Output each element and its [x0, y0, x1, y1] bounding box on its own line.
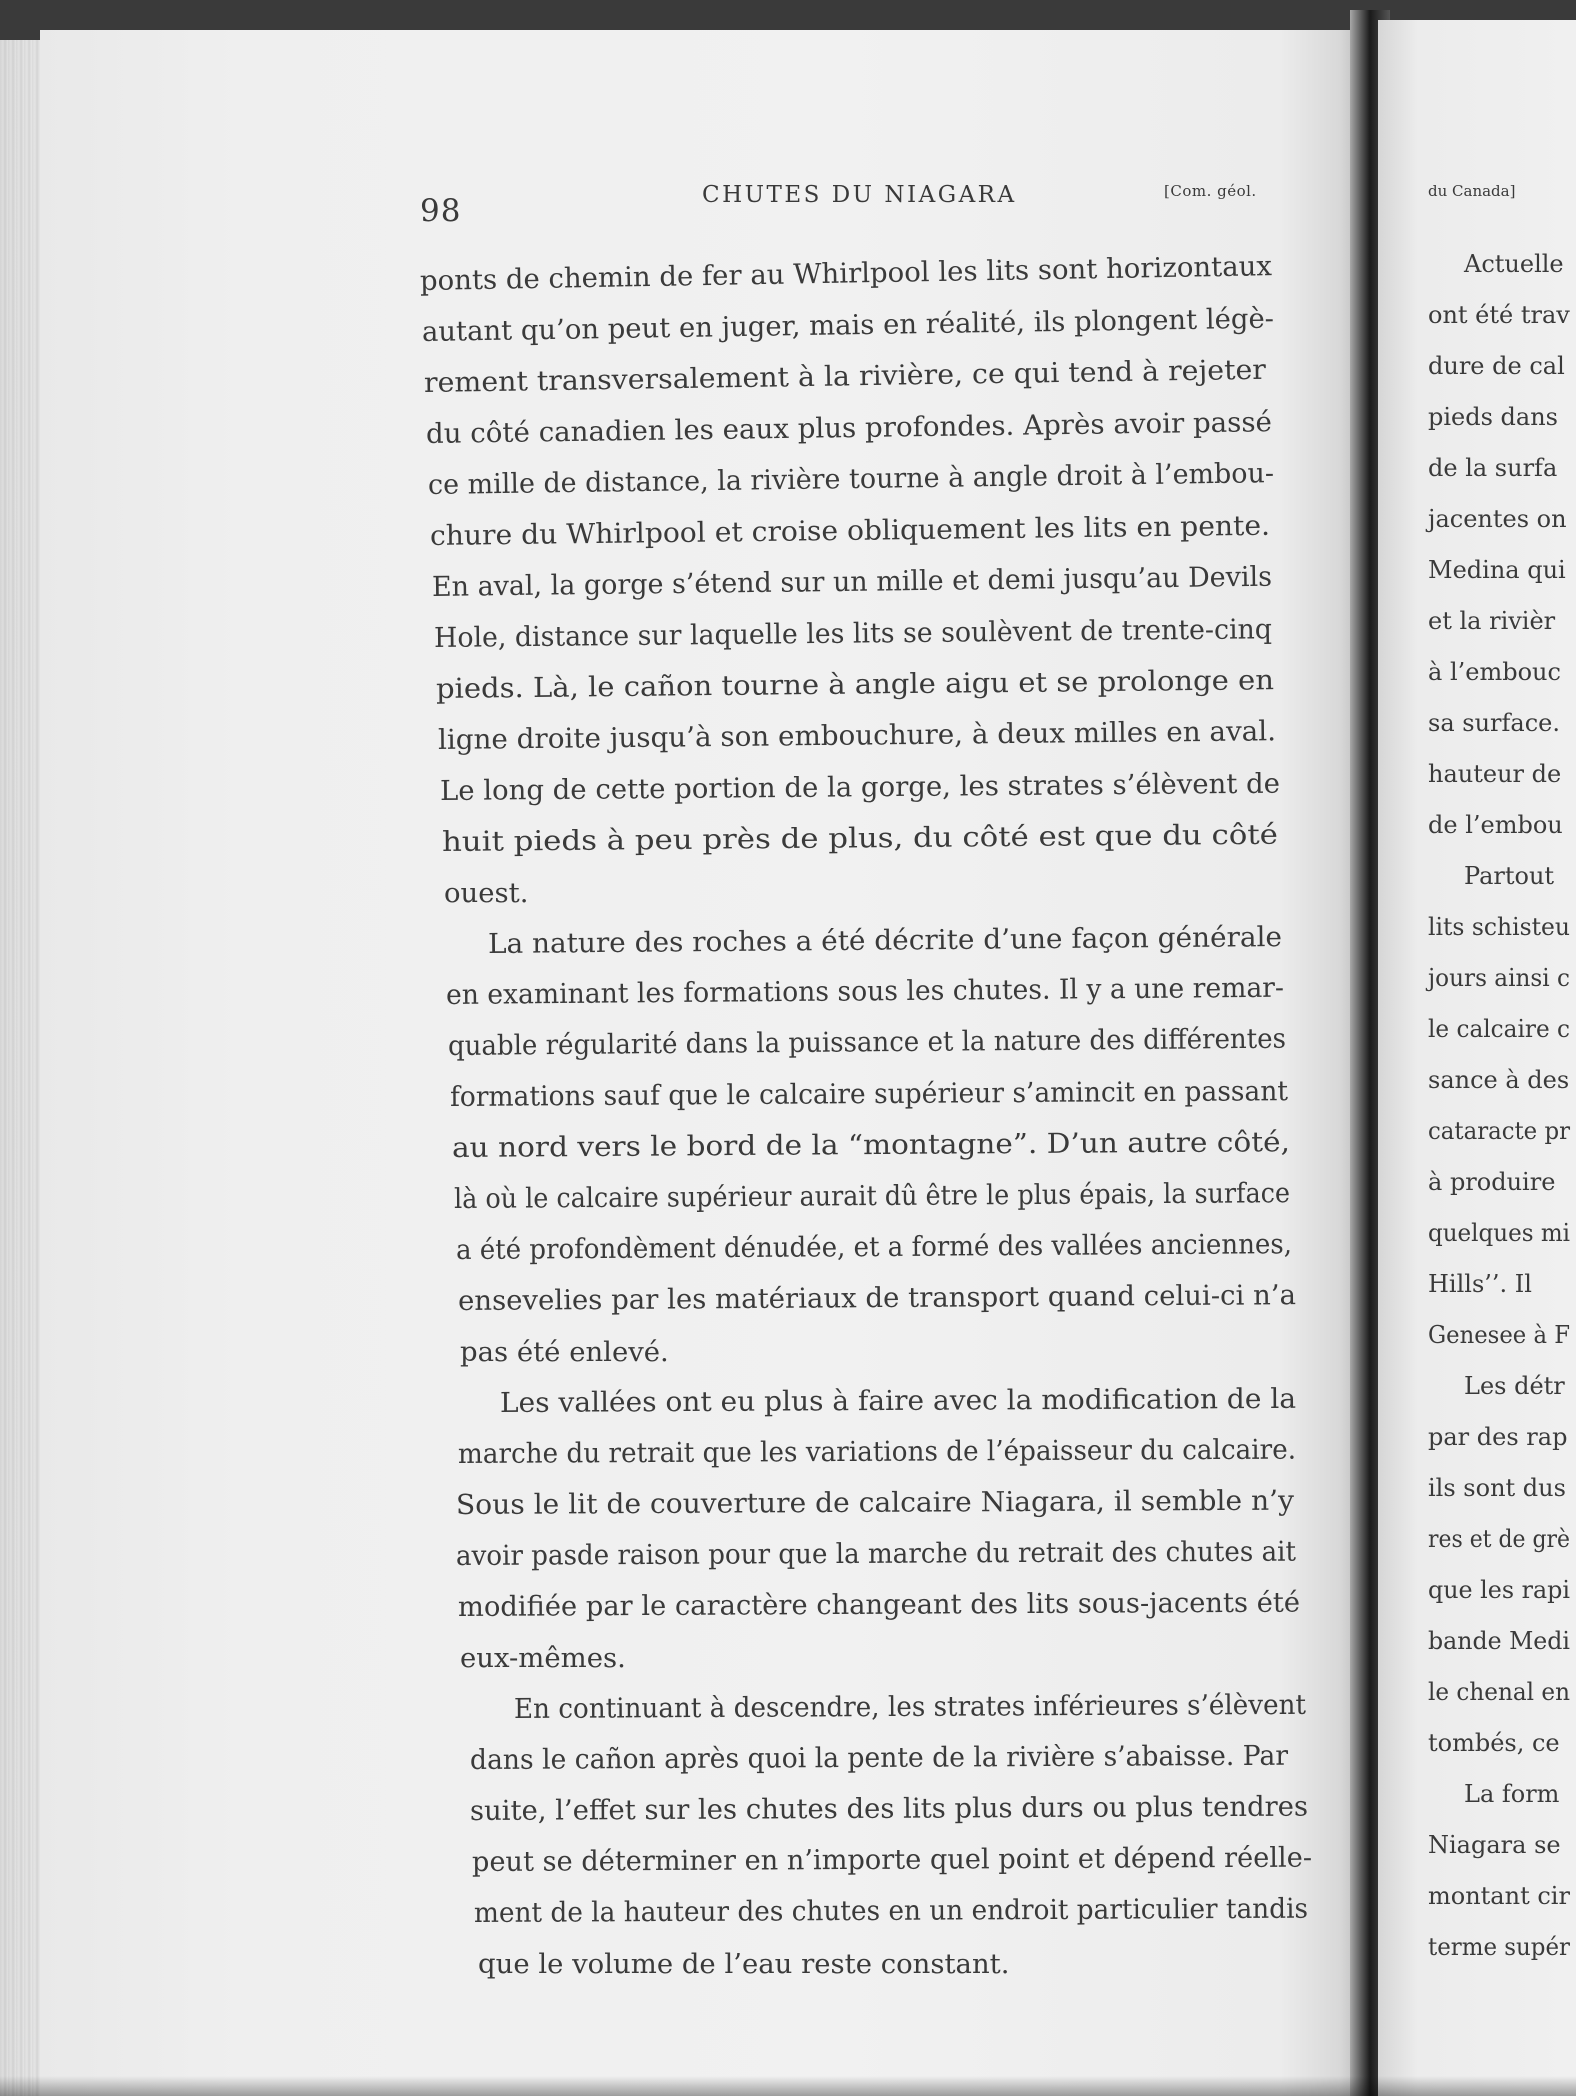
right-page-line: sance à des — [1428, 1066, 1570, 1094]
right-page-line: que les rapi — [1428, 1576, 1570, 1604]
text-line: autant qu’on peut en juger, mais en réalité, ils plongent légè- — [421, 302, 1275, 348]
text-line: huit pieds à peu près de plus, du côté est que du côté — [441, 818, 1279, 858]
right-page-line: La form — [1464, 1780, 1560, 1808]
right-page-line: cataracte pr — [1428, 1117, 1570, 1145]
right-page-line: hauteur de — [1428, 760, 1562, 788]
text-line: ligne droite jusqu’à son embouchure, à deux milles en aval. — [437, 715, 1277, 756]
text-line: ouest. — [444, 877, 529, 909]
right-page-line: Les détr — [1464, 1372, 1565, 1400]
right-page-line: Genesee à F — [1428, 1321, 1571, 1349]
right-page-line: Medina qui — [1428, 556, 1566, 584]
right-page-line: terme supér — [1428, 1933, 1570, 1961]
text-line: quable régularité dans la puissance et la nature des différentes — [447, 1022, 1287, 1062]
text-line: En aval, la gorge s’étend sur un mille et demi jusqu’au Devils — [431, 560, 1273, 603]
page-number: 98 — [420, 193, 462, 229]
text-line: en examinant les formations sous les chutes. Il y a une remar- — [445, 971, 1285, 1011]
right-page-line: Niagara se — [1428, 1831, 1561, 1859]
text-line: au nord vers le bord de la “montagne”. D’un autre côté, — [451, 1126, 1291, 1164]
right-page-line: montant cir — [1428, 1882, 1570, 1910]
right-page-line: et la rivièr — [1428, 607, 1556, 635]
text-line: suite, l’effet sur les chutes des lits plus durs ou plus tendres — [469, 1790, 1309, 1827]
right-page-line: bande Medi — [1428, 1627, 1570, 1655]
right-page-line: ont été trav — [1428, 301, 1570, 329]
text-line: ponts de chemin de fer au Whirlpool les lits sont horizontaux — [419, 250, 1273, 297]
text-line: ce mille de distance, la rivière tourne à angle droit à l’embou- — [427, 457, 1275, 501]
right-page-line: par des rap — [1428, 1423, 1568, 1451]
right-page-line: res et de grè — [1428, 1525, 1570, 1553]
right-page-line: le chenal en — [1428, 1678, 1570, 1706]
right-page-line: jours ainsi c — [1428, 964, 1570, 992]
text-line: a été profondèment dénudée, et a formé des vallées anciennes, — [455, 1228, 1293, 1266]
text-line: Sous le lit de couverture de calcaire Niagara, il semble n’y — [455, 1484, 1295, 1521]
text-line: La nature des roches a été décrite d’une façon générale — [487, 921, 1283, 960]
text-line: formations sauf que le calcaire supérieur s’amincit en passant — [449, 1075, 1289, 1113]
text-line: Le long de cette portion de la gorge, les strates s’élèvent de — [439, 767, 1281, 807]
text-line: chure du Whirlpool et croise obliquement les lits en pente. — [429, 509, 1271, 552]
bottom-shadow — [0, 2076, 1576, 2096]
text-line: que le volume de l’eau reste constant. — [478, 1948, 1010, 1980]
right-page-line: à l’embouc — [1428, 658, 1561, 686]
right-page-line: pieds dans — [1428, 403, 1558, 431]
right-page-line: lits schisteu — [1428, 913, 1571, 941]
right-page-line: le calcaire c — [1428, 1015, 1571, 1043]
right-page-line: de la surfa — [1428, 454, 1558, 482]
right-page-line: Partout — [1464, 862, 1555, 890]
text-line: Les vallées ont eu plus à faire avec la modification de la — [499, 1382, 1297, 1419]
text-line: peut se déterminer en n’importe quel point et dépend réelle- — [471, 1841, 1313, 1878]
running-head-right: [Com. géol. — [1164, 182, 1257, 200]
text-line: rement transversalement à la rivière, ce qui tend à rejeter — [423, 353, 1267, 399]
text-line: avoir pasde raison pour que la marche du retrait des chutes ait — [455, 1535, 1297, 1572]
text-line: eux-mêmes. — [460, 1642, 626, 1674]
text-line: là où le calcaire supérieur aurait dû être le plus épais, la surface — [453, 1177, 1291, 1215]
right-page-line: jacentes on — [1428, 505, 1567, 533]
running-title: CHUTES DU NIAGARA — [702, 182, 1017, 208]
text-line: pas été enlevé. — [460, 1336, 669, 1368]
text-line: ensevelies par les matériaux de transport quand celui-ci n’a — [457, 1279, 1297, 1317]
right-page-line: de l’embou — [1428, 811, 1563, 839]
text-line: modifiée par le caractère changeant des lits sous-jacents été — [457, 1586, 1301, 1623]
right-page-line: sa surface. — [1428, 709, 1560, 737]
right-page-line: Hills’’. Il — [1428, 1270, 1532, 1298]
right-page-running-head: du Canada] — [1428, 182, 1516, 200]
text-line: pieds. Là, le cañon tourne à angle aigu et se prolonge en — [435, 664, 1275, 705]
text-line: En continuant à descendre, les strates inférieures s’élèvent — [513, 1688, 1307, 1725]
right-page-line: à produire — [1428, 1168, 1556, 1196]
right-page-line: quelques mi — [1428, 1219, 1571, 1247]
right-page-line: ils sont dus — [1428, 1474, 1566, 1502]
text-line: du côté canadien les eaux plus profondes. Après avoir passé — [425, 406, 1273, 450]
text-line: marche du retrait que les variations de l’épaisseur du calcaire. — [457, 1433, 1297, 1470]
right-page-line: Actuelle — [1464, 250, 1564, 278]
text-line: Hole, distance sur laquelle les lits se soulèvent de trente-cinq — [433, 613, 1273, 654]
text-line: dans le cañon après quoi la pente de la rivière s’abaisse. Par — [469, 1739, 1289, 1776]
text-line: ment de la hauteur des chutes en un endroit particulier tandis — [473, 1892, 1309, 1929]
right-page-line: dure de cal — [1428, 352, 1565, 380]
right-page-line: tombés, ce — [1428, 1729, 1560, 1757]
